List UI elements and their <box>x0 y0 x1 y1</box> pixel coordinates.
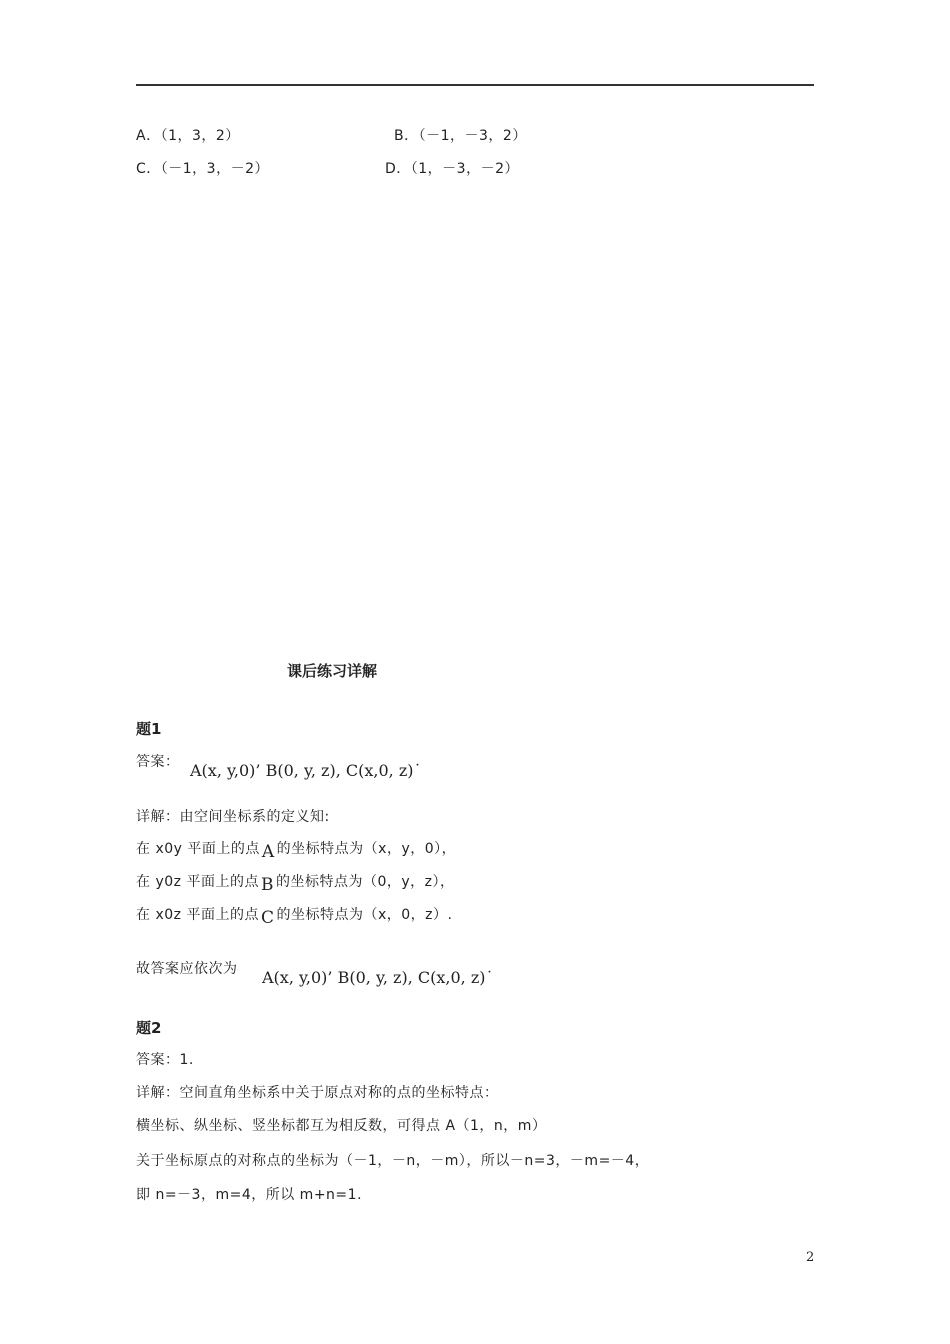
q2-line-4: 即 n=－3，m=4，所以 m+n=1. <box>136 1187 363 1203</box>
q2-line-2: 横坐标、纵坐标、竖坐标都互为相反数，可得点 A（1，n，m） <box>136 1118 547 1134</box>
option-b: B．（－1，－3，2） <box>394 128 527 144</box>
q2-line-1: 详解：空间直角坐标系中关于原点对称的点的坐标特点： <box>136 1085 499 1101</box>
q1-line-1-post: 的坐标特点为（x，y，0）， <box>276 841 457 857</box>
q1-line-1-pre: 在 x0y 平面上的点 <box>136 841 260 857</box>
q1-detail-intro: 详解：由空间坐标系的定义知: <box>136 809 330 825</box>
q2-title: 题2 <box>136 1019 162 1037</box>
q1-title: 题1 <box>136 720 162 738</box>
q2-line-3: 关于坐标原点的对称点的坐标为（－1，－n，－m），所以－n=3，－m=－4， <box>136 1153 650 1169</box>
page-number: 2 <box>806 1250 815 1265</box>
q1-line-3 <box>136 904 453 928</box>
option-a: A．（1，3，2） <box>136 128 240 144</box>
q1-answer-label: 答案： <box>136 754 180 770</box>
q1-line-1 <box>136 838 457 862</box>
point-c-symbol: C <box>260 908 275 928</box>
q2-answer: 答案：1. <box>136 1052 194 1068</box>
point-b-symbol: B <box>260 875 274 895</box>
q1-line-3-pre: 在 x0z 平面上的点 <box>136 907 259 923</box>
q1-line-2-pre: 在 y0z 平面上的点 <box>136 874 259 890</box>
header-rule <box>136 84 814 86</box>
section-title: 课后练习详解 <box>287 662 378 680</box>
q1-line-2 <box>136 871 455 895</box>
option-c: C．（－1，3，－2） <box>136 161 269 177</box>
q1-conclusion-math: A(x, y,0)’ B(0, y, z), C(x,0, z)˙ <box>262 968 494 987</box>
q1-conclusion-text: 故答案应依次为 <box>136 961 238 977</box>
option-d: D．（1，－3，－2） <box>385 161 520 177</box>
point-a-symbol: A <box>261 842 275 862</box>
q1-answer-math: A(x, y,0)’ B(0, y, z), C(x,0, z)˙ <box>190 761 422 780</box>
q1-line-2-post: 的坐标特点为（0，y，z）， <box>275 874 455 890</box>
q1-line-3-post: 的坐标特点为（x，0，z）. <box>276 907 453 923</box>
